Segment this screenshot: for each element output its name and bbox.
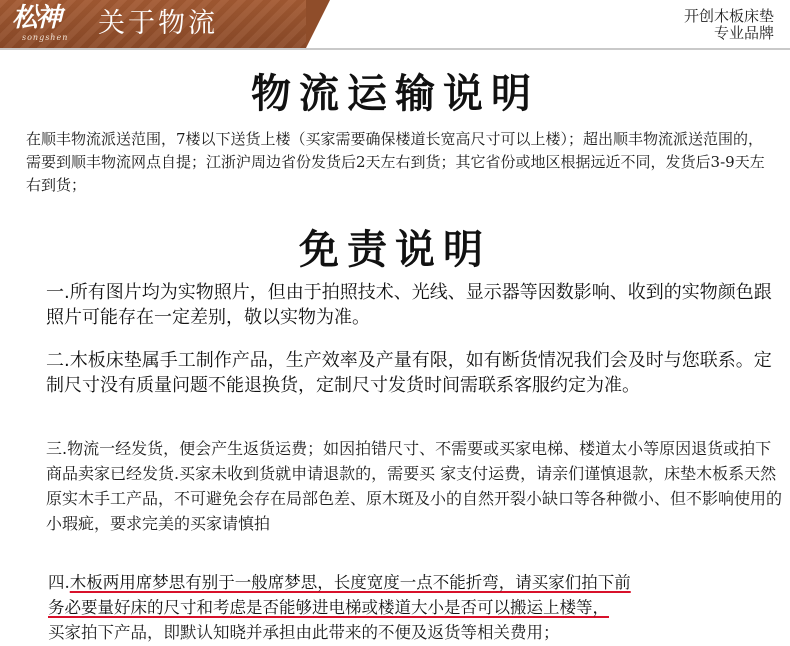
- brand-logo: [12, 3, 74, 45]
- slogan-line-2: 专业品牌: [713, 24, 774, 42]
- logistics-text: 在顺丰物流派送范围，7楼以下送货上楼（买家需要确保楼道长宽高尺寸可以上楼）；超出顺丰物流派送范围的，需要到顺丰物流网点自提；江浙沪周边省份发货后2天左右到货；其它省份或地区根据远近不同，发货后3-9天左右到货；: [26, 130, 765, 194]
- brand-slogan: [594, 8, 774, 42]
- disclaimer-item-4: [48, 570, 788, 645]
- item-4-line-3: [48, 620, 788, 645]
- highlighted-warning-1: 木板两用席梦思有别于一般席梦思，长度宽度一点不能折弯，请买家们拍下前: [69, 573, 631, 592]
- highlighted-warning-2: 务必要量好床的尺寸和考虑是否能够进电梯或楼道大小是否可以搬运上楼等，: [48, 598, 609, 617]
- header-title: 关于物流: [98, 8, 218, 39]
- header-divider: [0, 48, 790, 50]
- item-4-line-1: [48, 570, 788, 595]
- disclaimer-item-3: 三.物流一经发货，便会产生返货运费；如因拍错尺寸、不需要或买家电梯、楼道太小等原因退货或拍下商品卖家已经发货.买家未收到货就申请退款的，需要买 家支付运费，请亲们谨慎退款，床垫木板系天然原实木手工产品，不可避免会存在局部色差、原木斑及小的自然开裂小缺口等各种微小、但不影响使用的小瑕疵，要求完美的买家请慎拍: [46, 439, 783, 533]
- slogan-line-1: 开创木板床垫: [683, 7, 774, 25]
- item-4-line-2: [48, 595, 788, 620]
- logo-calligraphy: 松神: [12, 3, 61, 33]
- disclaimer-item-2: 二.木板床垫属手工制作产品，生产效率及产量有限，如有断货情况我们会及时与您联系。定制尺寸没有质量问题不能退换货，定制尺寸发货时间需联系客服约定为准。: [46, 350, 772, 396]
- item-4-note: 买家拍下产品，即默认知晓并承担由此带来的不便及返货等相关费用；: [48, 623, 560, 642]
- logo-subtitle: songshen: [22, 33, 69, 42]
- item-4-number: 四.: [48, 573, 70, 592]
- page-header: [0, 0, 790, 48]
- header-banner: [0, 0, 306, 48]
- disclaimer-item-1: 一.所有图片均为实物照片，但由于拍照技术、光线、显示器等因数影响、收到的实物颜色跟照片可能存在一定差别，敬以实物为准。: [46, 282, 772, 328]
- disclaimer-title: 免责说明: [299, 226, 491, 273]
- logistics-title: 物流运输说明: [251, 70, 539, 117]
